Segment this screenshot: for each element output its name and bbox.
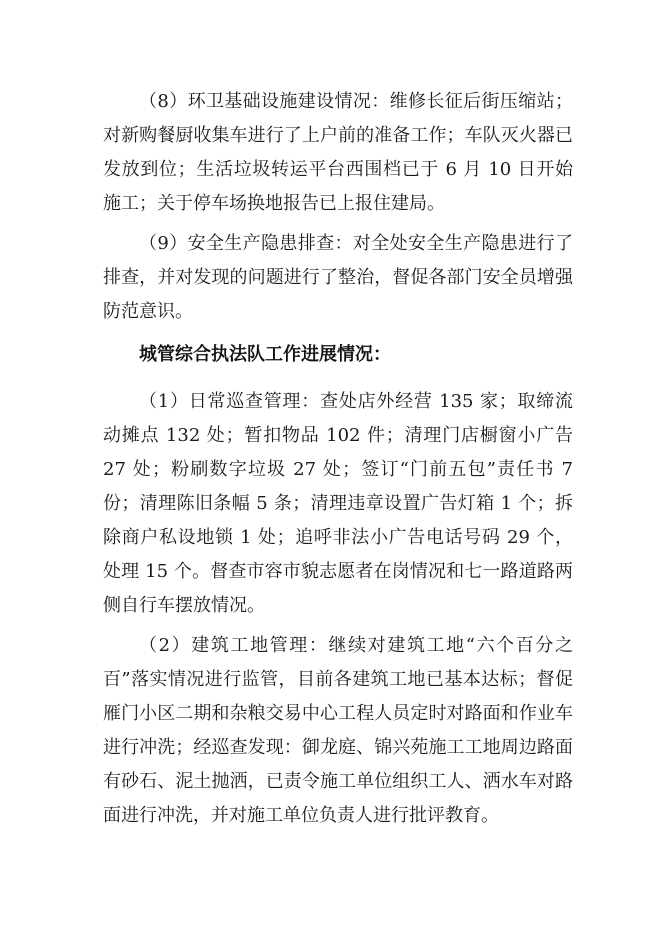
paragraph-text: （1）日常巡查管理：查处店外经营 135 家；取缔流动摊点 132 处；暂扣物品 102 件；清理门店橱窗小广告 27 处；粉刷数字垃圾 27 处；签订“门前五包”责任书 7 份；清理陈旧条幅 5 条；清理违章设置广告灯箱 1 个；拆除商户私设地锁 1 处；追呼非法小广告电话号码 29 个，处理 15 个。督查市容市貌志愿者在岗情况和七一路道路两侧自行车摆放情况。 xyxy=(103,391,573,616)
paragraph-safety-inspection xyxy=(103,227,573,329)
section-heading-block xyxy=(103,338,573,372)
section-heading: 城管综合执法队工作进展情况： xyxy=(139,344,391,365)
paragraph-daily-patrol xyxy=(103,385,573,623)
paragraph-text: （9）安全生产隐患排查：对全处安全生产隐患进行了排查，并对发现的问题进行了整治，督促各部门安全员增强防范意识。 xyxy=(103,233,573,322)
paragraph-construction-site xyxy=(103,629,573,833)
paragraph-text: （8）环卫基础设施建设情况：维修长征后街压缩站；对新购餐厨收集车进行了上户前的准备工作；车队灭火器已发放到位；生活垃圾转运平台西围档已于 6 月 10 日开始施工；关于停车场换地报告已上报住建局。 xyxy=(103,91,573,214)
paragraph-sanitation-infrastructure xyxy=(103,85,573,221)
paragraph-text: （2）建筑工地管理：继续对建筑工地“六个百分之百”落实情况进行监管，目前各建筑工地已基本达标；督促雁门小区二期和杂粮交易中心工程人员定时对路面和作业车进行冲洗；经巡查发现：御龙庭、锦兴苑施工工地周边路面有砂石、泥土抛洒，已责令施工单位组织工人、洒水车对路面进行冲洗，并对施工单位负责人进行批评教育。 xyxy=(103,635,573,826)
